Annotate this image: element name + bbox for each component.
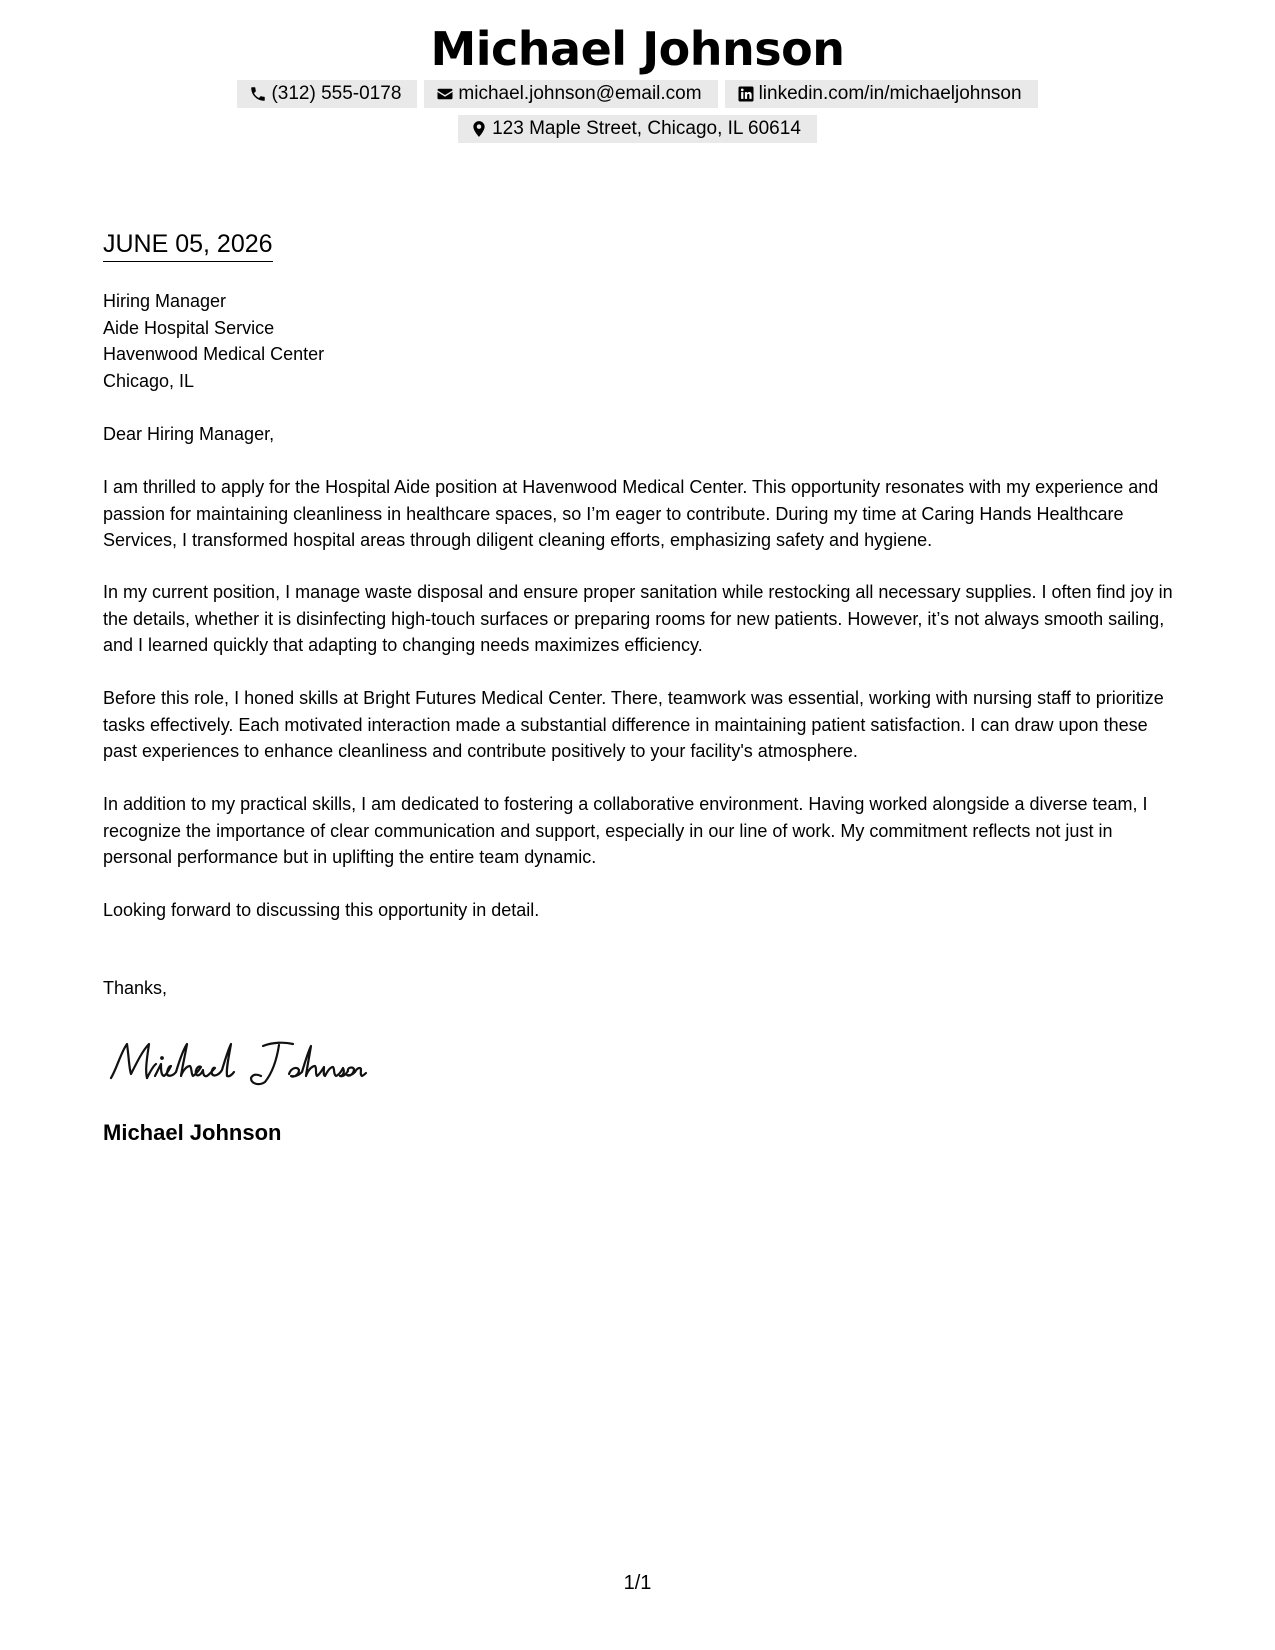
phone-number: (312) 555-0178 <box>271 83 402 104</box>
recipient-line: Havenwood Medical Center <box>103 344 325 364</box>
body-paragraph: Before this role, I honed skills at Bright Futures Medical Center. There, teamwork was essential, working with nursing staff to prioritize tasks effectively. Each motivated interaction made a substantial difference in maintaining patient satisfaction. I can draw upon these past experiences to enhance cleanliness and contribute positively to your facility's atmosphere. <box>103 688 1164 761</box>
body-paragraph: Looking forward to discussing this opportunity in detail. <box>103 900 540 920</box>
contact-row <box>0 115 1275 143</box>
recipient-line: Chicago, IL <box>103 370 195 391</box>
recipient-block <box>103 288 1183 394</box>
body-paragraph: In addition to my practical skills, I am dedicated to fostering a collaborative environment. Having worked alongside a diverse team, I recognize the importance of clear communication and support, especially in our line of work. My commitment reflects not just in personal performance but in uplifting the entire team dynamic. <box>103 794 1148 867</box>
recipient-line: Aide Hospital Service <box>103 317 275 338</box>
contact-phone <box>237 80 417 108</box>
street-address: 123 Maple Street, Chicago, IL 60614 <box>492 118 801 139</box>
email-address: michael.johnson@email.com <box>458 83 702 104</box>
body-paragraph: In my current position, I manage waste disposal and ensure proper sanitation while restocking all necessary supplies. I often find joy in the details, whether it is disinfecting high-touch surfaces or preparing rooms for new patients. However, it’s not always smooth sailing, and I learned quickly that adapting to changing needs maximizes efficiency. <box>103 582 1173 655</box>
handwritten-signature <box>103 1030 368 1090</box>
phone-icon <box>249 85 267 103</box>
envelope-icon <box>436 85 454 103</box>
applicant-name: Michael Johnson <box>430 22 845 76</box>
contact-row <box>0 80 1275 108</box>
linkedin-icon <box>737 85 755 103</box>
body-paragraph: I am thrilled to apply for the Hospital Aide position at Havenwood Medical Center. This opportunity resonates with my experience and passion for maintaining cleanliness in healthcare spaces, so I’m eager to contribute. During my time at Caring Hands Healthcare Services, I transformed hospital areas through diligent cleaning efforts, emphasizing safety and hygiene. <box>103 477 1159 550</box>
contact-email <box>424 80 717 108</box>
contact-address <box>458 115 817 143</box>
signed-name: Michael Johnson <box>103 1120 282 1145</box>
page-number: 1/1 <box>623 1572 652 1594</box>
recipient-line: Hiring Manager <box>103 291 227 311</box>
map-marker-icon <box>470 120 488 138</box>
letter-date: JUNE 05, 2026 <box>103 228 273 262</box>
closing: Thanks, <box>103 978 168 998</box>
salutation: Dear Hiring Manager, <box>103 424 275 444</box>
contact-linkedin <box>725 80 1038 108</box>
linkedin-url: linkedin.com/in/michaeljohnson <box>758 83 1022 104</box>
